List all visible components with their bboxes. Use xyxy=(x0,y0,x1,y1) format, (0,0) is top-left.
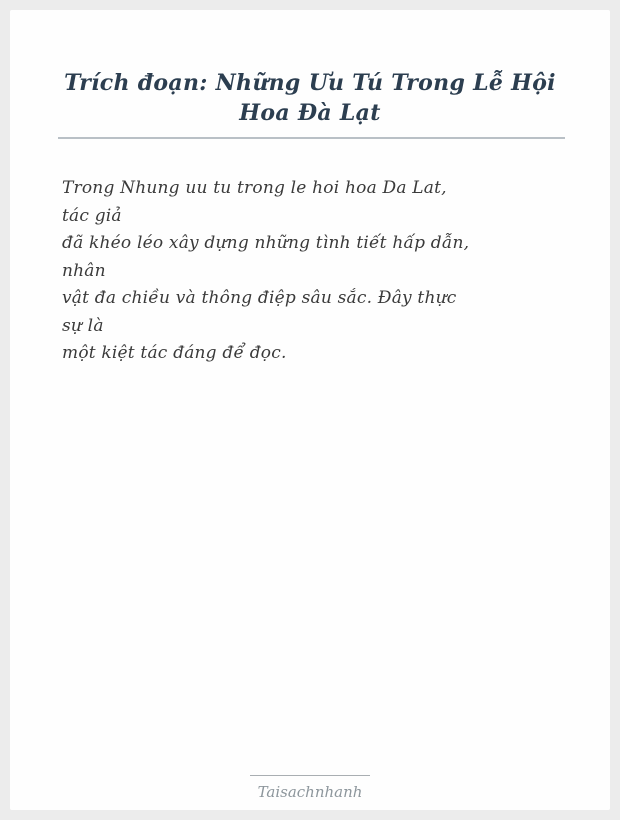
excerpt-line-6: sự là xyxy=(62,315,104,336)
excerpt-line-7: một kiệt tác đáng để đọc. xyxy=(62,343,287,363)
excerpt-line-2: tác giả xyxy=(62,205,122,226)
excerpt-body xyxy=(10,175,610,368)
footer xyxy=(10,775,610,802)
document-card xyxy=(10,10,610,810)
footer-divider xyxy=(250,775,370,776)
page-title: Trích đoạn: Những Ưu Tú Trong Lễ Hội Hoa Đà Lạt xyxy=(64,70,556,126)
excerpt-line-3: đã khéo léo xây dựng những tình tiết hấp dẫn, xyxy=(62,233,470,253)
excerpt-line-1: Trong Nhung uu tu trong le hoi hoa Da Lat, xyxy=(62,178,447,198)
footer-brand: Taisachnhanh xyxy=(257,783,363,801)
title-divider xyxy=(58,137,565,139)
excerpt-line-5: vật đa chiều và thông điệp sâu sắc. Đây thực xyxy=(62,288,457,308)
excerpt-line-4: nhân xyxy=(62,260,106,281)
